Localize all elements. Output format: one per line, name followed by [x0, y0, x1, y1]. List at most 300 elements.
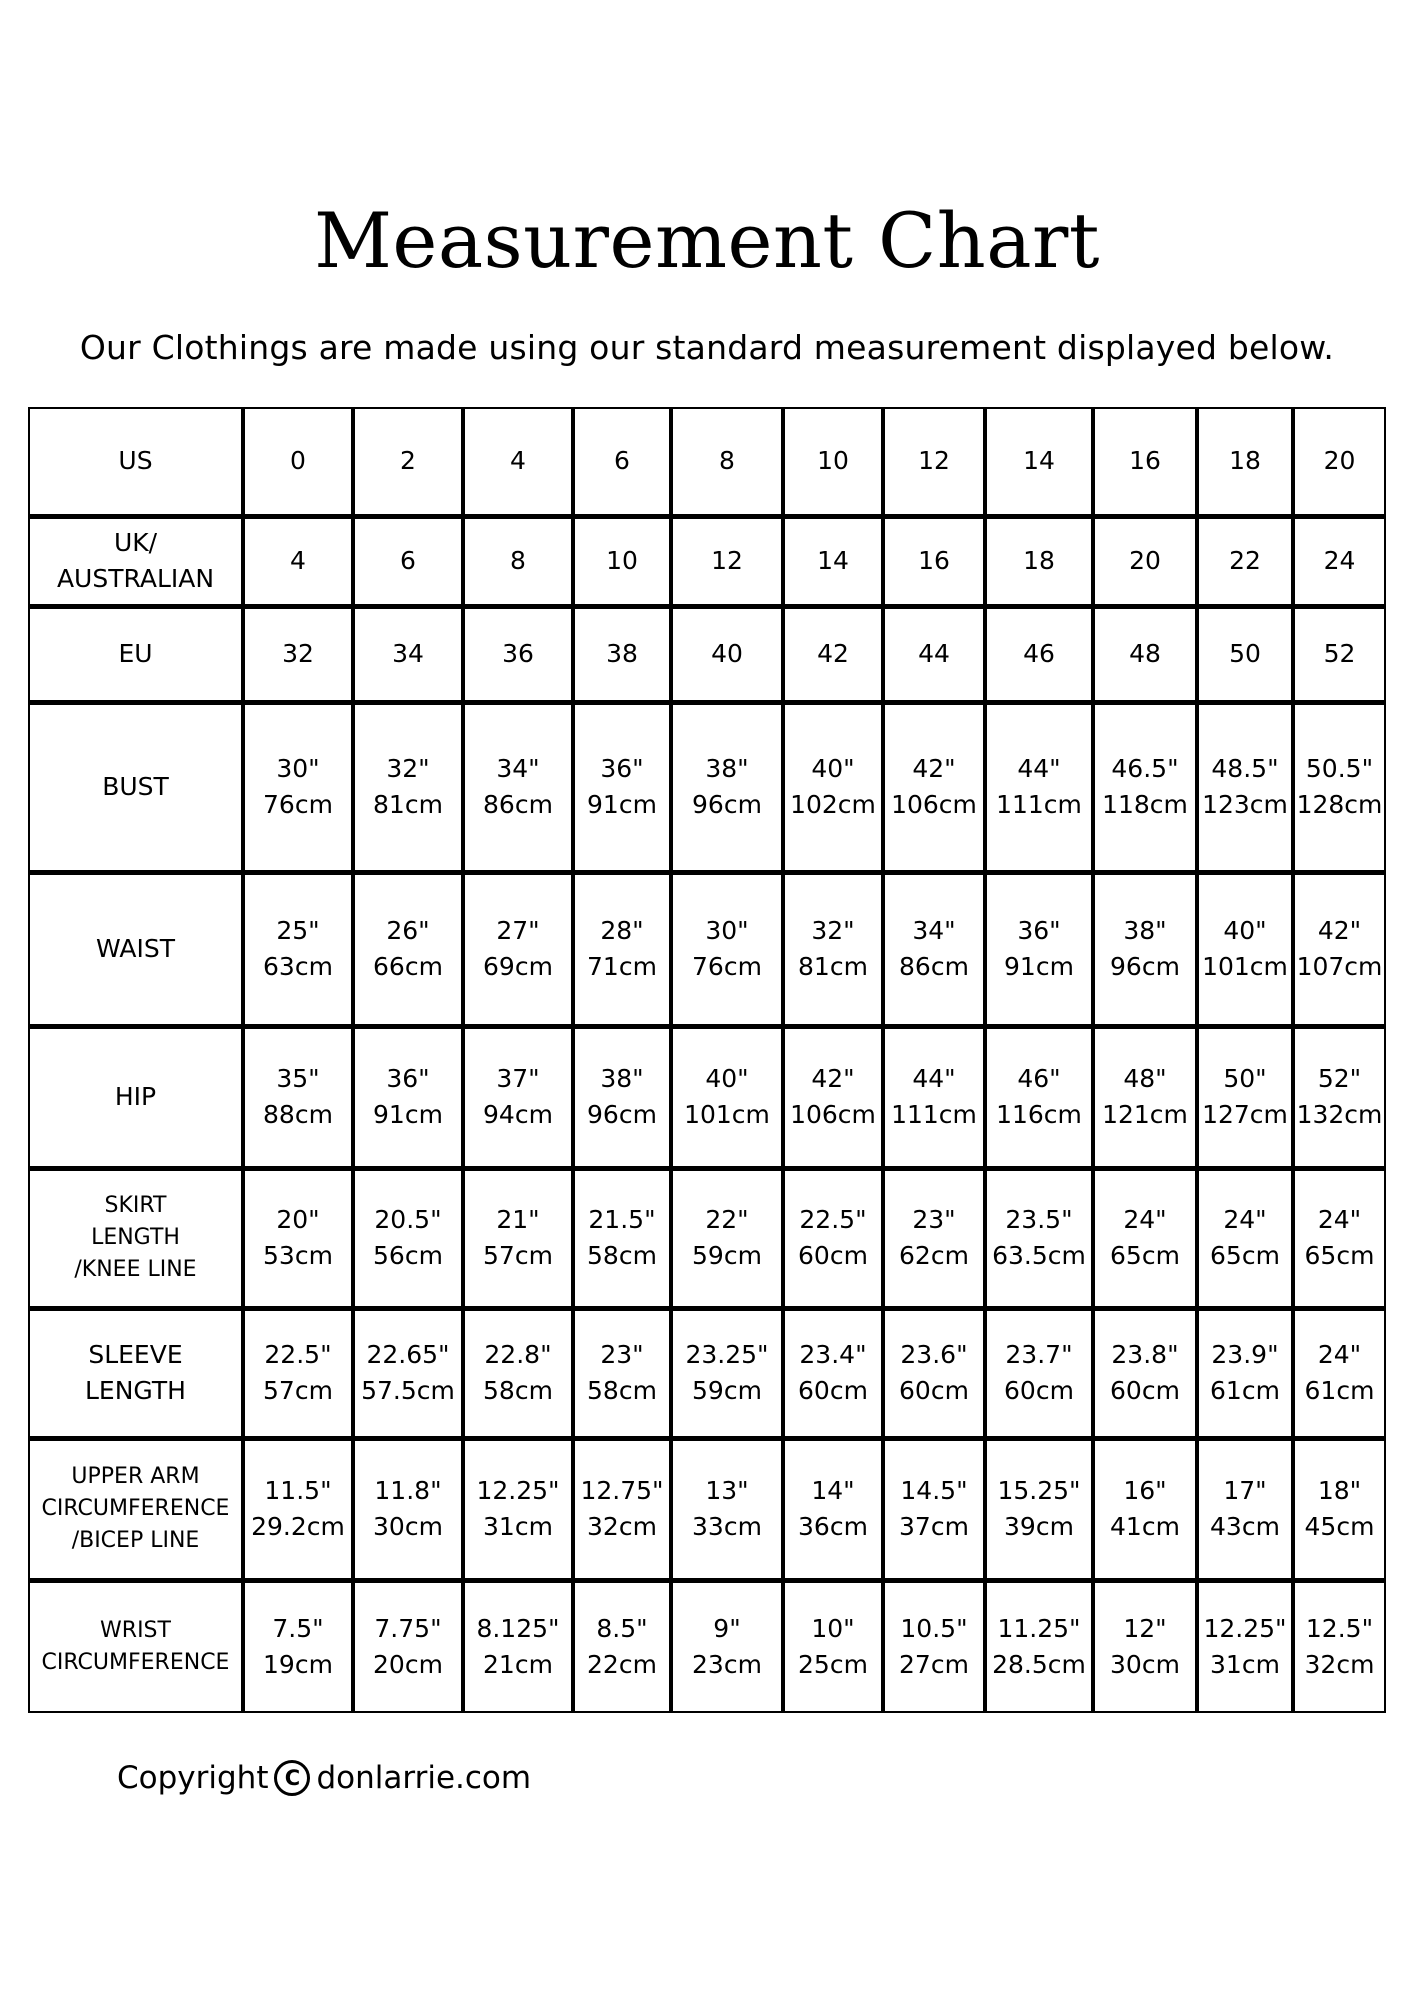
- cell-secondary-value: 116cm: [996, 1100, 1082, 1129]
- table-row-waist: [29, 872, 1385, 1026]
- table-cell: [985, 1308, 1093, 1438]
- cell-primary-value: 10: [817, 446, 849, 476]
- table-row-wrist: [29, 1580, 1385, 1712]
- cell-primary-value: 42": [811, 1064, 855, 1093]
- table-cell: [985, 606, 1093, 702]
- cell-primary-value: 38": [1123, 916, 1167, 945]
- table-cell: [353, 1026, 463, 1168]
- cell-primary-value: 9": [713, 1613, 741, 1643]
- cell-secondary-value: 69cm: [483, 952, 553, 981]
- cell-primary-value: 30": [276, 754, 320, 783]
- table-cell: [671, 606, 783, 702]
- cell-primary-value: 25": [276, 916, 320, 945]
- cell-secondary-value: 81cm: [373, 790, 443, 819]
- table-cell: [1093, 1438, 1197, 1580]
- table-cell: [463, 1026, 573, 1168]
- cell-secondary-value: 76cm: [692, 952, 762, 981]
- table-cell: [463, 702, 573, 872]
- cell-secondary-value: 94cm: [483, 1100, 553, 1129]
- cell-primary-value: 46.5": [1111, 754, 1179, 783]
- cell-secondary-value: 19cm: [263, 1649, 333, 1679]
- cell-primary-value: 12.75": [580, 1476, 664, 1505]
- cell-primary-value: 23.4": [799, 1340, 867, 1369]
- table-cell: [353, 1580, 463, 1712]
- cell-primary-value: 2: [400, 446, 416, 476]
- cell-secondary-value: 58cm: [483, 1376, 553, 1405]
- cell-primary-value: 23.9": [1211, 1340, 1279, 1369]
- table-cell: [463, 516, 573, 606]
- cell-primary-value: 12.25": [1203, 1613, 1287, 1643]
- cell-secondary-value: 106cm: [790, 1100, 876, 1129]
- table-row-sleeve-length: [29, 1308, 1385, 1438]
- cell-primary-value: 11.25": [997, 1613, 1081, 1643]
- cell-primary-value: 23": [912, 1205, 956, 1234]
- row-label-line: UPPER ARM: [71, 1464, 200, 1489]
- table-cell: [783, 1580, 883, 1712]
- cell-primary-value: 18: [1023, 546, 1055, 575]
- table-cell: [671, 1026, 783, 1168]
- table-cell: [573, 408, 671, 516]
- cell-primary-value: 16: [1129, 446, 1161, 476]
- row-label-line: EU: [118, 639, 153, 668]
- cell-primary-value: 32: [282, 639, 314, 668]
- cell-secondary-value: 60cm: [798, 1241, 868, 1270]
- cell-secondary-value: 45cm: [1304, 1512, 1375, 1541]
- cell-primary-value: 18: [1229, 446, 1261, 476]
- cell-secondary-value: 91cm: [1004, 952, 1074, 981]
- row-label-eu: [29, 606, 243, 702]
- cell-secondary-value: 41cm: [1110, 1512, 1180, 1541]
- cell-primary-value: 40": [705, 1064, 749, 1093]
- cell-primary-value: 28": [600, 916, 644, 945]
- cell-primary-value: 42": [1317, 916, 1362, 945]
- cell-primary-value: 24": [1223, 1205, 1267, 1234]
- cell-primary-value: 11.5": [264, 1476, 332, 1505]
- cell-secondary-value: 86cm: [483, 790, 553, 819]
- table-cell: [985, 1580, 1093, 1712]
- cell-primary-value: 50: [1229, 639, 1261, 668]
- cell-secondary-value: 96cm: [692, 790, 762, 819]
- row-label-line: US: [118, 446, 153, 476]
- table-cell: [671, 408, 783, 516]
- table-cell: [243, 1438, 353, 1580]
- cell-primary-value: 23": [600, 1340, 644, 1369]
- table-cell: [1197, 408, 1293, 516]
- cell-primary-value: 52": [1317, 1064, 1362, 1093]
- table-row-us: [29, 408, 1385, 516]
- table-cell: [985, 702, 1093, 872]
- table-cell: [353, 1308, 463, 1438]
- cell-secondary-value: 58cm: [587, 1241, 657, 1270]
- cell-primary-value: 42: [817, 639, 849, 668]
- table-cell: [1293, 1168, 1385, 1308]
- row-label-line: /BICEP LINE: [71, 1528, 200, 1553]
- cell-secondary-value: 32cm: [1304, 1649, 1375, 1679]
- table-cell: [985, 408, 1093, 516]
- row-label-line: LENGTH: [85, 1376, 186, 1405]
- row-label-uk-australian: [29, 516, 243, 606]
- table-cell: [573, 1438, 671, 1580]
- cell-secondary-value: 57cm: [483, 1241, 553, 1270]
- cell-primary-value: 52: [1323, 639, 1356, 668]
- cell-primary-value: 24": [1317, 1205, 1362, 1234]
- cell-primary-value: 23.7": [1005, 1340, 1073, 1369]
- table-cell: [463, 872, 573, 1026]
- table-cell: [1293, 606, 1385, 702]
- row-label-line: SKIRT: [104, 1193, 167, 1218]
- row-label-line: WRIST: [100, 1617, 171, 1643]
- cell-secondary-value: 65cm: [1110, 1241, 1180, 1270]
- row-label-wrist: [29, 1580, 243, 1712]
- table-cell: [243, 408, 353, 516]
- cell-primary-value: 12": [1123, 1613, 1167, 1643]
- table-cell: [243, 1308, 353, 1438]
- row-label-line: LENGTH: [91, 1225, 180, 1250]
- cell-primary-value: 10": [811, 1613, 855, 1643]
- table-cell: [1293, 1438, 1385, 1580]
- cell-primary-value: 16: [918, 546, 950, 575]
- cell-secondary-value: 28.5cm: [992, 1649, 1086, 1679]
- table-cell: [243, 702, 353, 872]
- table-cell: [783, 606, 883, 702]
- table-cell: [1197, 516, 1293, 606]
- row-label-line: CIRCUMFERENCE: [41, 1496, 230, 1521]
- cell-primary-value: 48.5": [1211, 754, 1279, 783]
- cell-secondary-value: 91cm: [373, 1100, 443, 1129]
- cell-primary-value: 20: [1129, 546, 1161, 575]
- cell-primary-value: 6: [400, 546, 416, 575]
- cell-secondary-value: 29.2cm: [251, 1512, 345, 1541]
- cell-secondary-value: 128cm: [1296, 790, 1383, 819]
- cell-primary-value: 17": [1223, 1476, 1267, 1505]
- page-title: Measurement Chart: [314, 196, 1100, 285]
- cell-primary-value: 26": [386, 916, 430, 945]
- cell-secondary-value: 21cm: [483, 1649, 553, 1679]
- cell-primary-value: 10: [606, 546, 638, 575]
- table-cell: [1197, 1580, 1293, 1712]
- cell-primary-value: 22.65": [366, 1340, 450, 1369]
- table-cell: [1093, 702, 1197, 872]
- cell-secondary-value: 111cm: [996, 790, 1082, 819]
- cell-primary-value: 36": [600, 754, 644, 783]
- cell-secondary-value: 58cm: [587, 1376, 657, 1405]
- row-label-line: SLEEVE: [88, 1340, 183, 1369]
- table-cell: [573, 516, 671, 606]
- cell-primary-value: 38": [600, 1064, 644, 1093]
- cell-primary-value: 20: [1323, 446, 1356, 476]
- table-cell: [1093, 516, 1197, 606]
- row-label-line: /KNEE LINE: [74, 1257, 197, 1282]
- copyright-site: donlarrie.com: [316, 1760, 532, 1796]
- cell-primary-value: 23.6": [900, 1340, 968, 1369]
- cell-secondary-value: 66cm: [373, 952, 443, 981]
- cell-primary-value: 21": [496, 1205, 540, 1234]
- row-label-line: CIRCUMFERENCE: [41, 1649, 230, 1675]
- table-cell: [243, 872, 353, 1026]
- cell-secondary-value: 36cm: [798, 1512, 868, 1541]
- table-cell: [671, 702, 783, 872]
- cell-secondary-value: 101cm: [1202, 952, 1288, 981]
- table-cell: [573, 1168, 671, 1308]
- row-label-upper-arm: [29, 1438, 243, 1580]
- cell-primary-value: 22.5": [264, 1340, 332, 1369]
- page-subtitle: Our Clothings are made using our standard measurement displayed below.: [79, 328, 1335, 367]
- table-cell: [353, 1168, 463, 1308]
- cell-primary-value: 50.5": [1305, 754, 1374, 783]
- cell-secondary-value: 53cm: [263, 1241, 333, 1270]
- table-cell: [1093, 1168, 1197, 1308]
- cell-secondary-value: 91cm: [587, 790, 657, 819]
- table-cell: [1197, 702, 1293, 872]
- table-cell: [985, 872, 1093, 1026]
- cell-secondary-value: 32cm: [587, 1512, 657, 1541]
- table-cell: [883, 1580, 985, 1712]
- cell-secondary-value: 86cm: [899, 952, 969, 981]
- table-cell: [463, 606, 573, 702]
- table-cell: [671, 516, 783, 606]
- cell-primary-value: 18": [1317, 1476, 1362, 1505]
- table-row-eu: [29, 606, 1385, 702]
- cell-secondary-value: 63.5cm: [992, 1241, 1086, 1270]
- cell-primary-value: 4: [510, 446, 526, 476]
- table-cell: [883, 606, 985, 702]
- cell-secondary-value: 118cm: [1102, 790, 1188, 819]
- table-cell: [353, 606, 463, 702]
- table-cell: [463, 1308, 573, 1438]
- cell-secondary-value: 33cm: [692, 1512, 762, 1541]
- table-cell: [783, 1308, 883, 1438]
- cell-secondary-value: 30cm: [373, 1512, 443, 1541]
- table-row-hip: [29, 1026, 1385, 1168]
- cell-primary-value: 0: [290, 446, 306, 476]
- table-cell: [671, 1580, 783, 1712]
- cell-primary-value: 14: [817, 546, 849, 575]
- table-cell: [883, 702, 985, 872]
- cell-secondary-value: 25cm: [798, 1649, 868, 1679]
- table-cell: [671, 1308, 783, 1438]
- cell-primary-value: 40: [711, 639, 743, 668]
- cell-primary-value: 38": [705, 754, 749, 783]
- table-cell: [1197, 1026, 1293, 1168]
- cell-secondary-value: 107cm: [1296, 952, 1383, 981]
- cell-primary-value: 42": [912, 754, 956, 783]
- cell-secondary-value: 23cm: [692, 1649, 762, 1679]
- table-cell: [1093, 1026, 1197, 1168]
- cell-secondary-value: 43cm: [1210, 1512, 1280, 1541]
- cell-primary-value: 24": [1123, 1205, 1167, 1234]
- cell-secondary-value: 63cm: [263, 952, 333, 981]
- copyright-icon: C: [274, 1760, 310, 1796]
- table-cell: [985, 1438, 1093, 1580]
- cell-primary-value: 21.5": [588, 1205, 656, 1234]
- cell-primary-value: 22.5": [799, 1205, 867, 1234]
- table-cell: [463, 408, 573, 516]
- cell-primary-value: 27": [496, 916, 540, 945]
- cell-secondary-value: 57cm: [263, 1376, 333, 1405]
- cell-primary-value: 36": [386, 1064, 430, 1093]
- table-cell: [1293, 1308, 1385, 1438]
- table-cell: [985, 1026, 1093, 1168]
- cell-primary-value: 46": [1017, 1064, 1061, 1093]
- table-cell: [353, 1438, 463, 1580]
- cell-primary-value: 36": [1017, 916, 1061, 945]
- cell-primary-value: 38: [606, 639, 638, 668]
- table-cell: [243, 516, 353, 606]
- cell-primary-value: 44": [1017, 754, 1061, 783]
- table-cell: [883, 872, 985, 1026]
- cell-secondary-value: 60cm: [899, 1376, 969, 1405]
- table-cell: [1093, 872, 1197, 1026]
- table-cell: [1093, 1308, 1197, 1438]
- cell-secondary-value: 27cm: [899, 1649, 969, 1679]
- table-cell: [883, 408, 985, 516]
- row-label-line: HIP: [114, 1082, 157, 1111]
- cell-primary-value: 14.5": [900, 1476, 968, 1505]
- table-cell: [1197, 1308, 1293, 1438]
- cell-primary-value: 40": [1223, 916, 1267, 945]
- cell-primary-value: 23.25": [685, 1340, 769, 1369]
- cell-primary-value: 35": [276, 1064, 320, 1093]
- cell-secondary-value: 96cm: [587, 1100, 657, 1129]
- cell-secondary-value: 111cm: [891, 1100, 977, 1129]
- table-cell: [1093, 1580, 1197, 1712]
- cell-primary-value: 23.8": [1111, 1340, 1179, 1369]
- cell-primary-value: 22": [705, 1205, 749, 1234]
- table-cell: [985, 516, 1093, 606]
- cell-primary-value: 30": [705, 916, 749, 945]
- cell-secondary-value: 22cm: [587, 1649, 657, 1679]
- table-cell: [463, 1438, 573, 1580]
- cell-secondary-value: 59cm: [692, 1241, 762, 1270]
- cell-secondary-value: 81cm: [798, 952, 868, 981]
- cell-secondary-value: 59cm: [692, 1376, 762, 1405]
- table-cell: [353, 702, 463, 872]
- table-cell: [243, 1580, 353, 1712]
- table-cell: [243, 606, 353, 702]
- table-cell: [783, 1438, 883, 1580]
- cell-secondary-value: 101cm: [684, 1100, 770, 1129]
- cell-secondary-value: 76cm: [263, 790, 333, 819]
- cell-primary-value: 14: [1023, 446, 1055, 476]
- cell-primary-value: 12: [711, 546, 743, 575]
- table-cell: [573, 1026, 671, 1168]
- cell-primary-value: 10.5": [900, 1613, 968, 1643]
- table-cell: [671, 1438, 783, 1580]
- cell-secondary-value: 30cm: [1110, 1649, 1180, 1679]
- table-cell: [671, 872, 783, 1026]
- cell-primary-value: 8.5": [596, 1613, 648, 1643]
- cell-secondary-value: 60cm: [798, 1376, 868, 1405]
- table-cell: [1093, 606, 1197, 702]
- table-row-upper-arm: [29, 1438, 1385, 1580]
- table-cell: [573, 1580, 671, 1712]
- cell-primary-value: 23.5": [1005, 1205, 1073, 1234]
- table-cell: [883, 1026, 985, 1168]
- cell-primary-value: 34": [496, 754, 540, 783]
- cell-secondary-value: 31cm: [1210, 1649, 1280, 1679]
- cell-primary-value: 7.5": [272, 1613, 324, 1643]
- table-cell: [1293, 516, 1385, 606]
- row-label-waist: [29, 872, 243, 1026]
- copyright-label: Copyright: [117, 1760, 269, 1796]
- cell-primary-value: 15.25": [997, 1476, 1081, 1505]
- cell-secondary-value: 88cm: [263, 1100, 333, 1129]
- table-cell: [1293, 702, 1385, 872]
- row-label-line: WAIST: [96, 934, 175, 963]
- cell-primary-value: 16": [1123, 1476, 1167, 1505]
- cell-secondary-value: 132cm: [1296, 1100, 1383, 1129]
- table-cell: [783, 702, 883, 872]
- row-label-line: BUST: [102, 772, 169, 801]
- cell-secondary-value: 62cm: [899, 1241, 969, 1270]
- cell-primary-value: 44: [918, 639, 950, 668]
- table-cell: [1093, 408, 1197, 516]
- cell-primary-value: 34": [912, 916, 956, 945]
- cell-primary-value: 8: [510, 546, 526, 575]
- table-cell: [463, 1168, 573, 1308]
- table-cell: [573, 872, 671, 1026]
- cell-primary-value: 40": [811, 754, 855, 783]
- cell-primary-value: 48: [1129, 639, 1161, 668]
- table-cell: [985, 1168, 1093, 1308]
- table-cell: [1293, 1580, 1385, 1712]
- cell-primary-value: 32": [811, 916, 855, 945]
- cell-secondary-value: 20cm: [373, 1649, 443, 1679]
- table-cell: [573, 606, 671, 702]
- cell-primary-value: 34: [392, 639, 424, 668]
- cell-primary-value: 6: [614, 446, 630, 476]
- table-cell: [243, 1026, 353, 1168]
- cell-primary-value: 50": [1223, 1064, 1267, 1093]
- table-cell: [353, 408, 463, 516]
- cell-primary-value: 22: [1229, 546, 1261, 575]
- cell-primary-value: 8: [719, 446, 735, 476]
- cell-primary-value: 14": [811, 1476, 855, 1505]
- cell-primary-value: 32": [386, 754, 430, 783]
- table-cell: [353, 872, 463, 1026]
- cell-secondary-value: 71cm: [587, 952, 657, 981]
- cell-primary-value: 8.125": [476, 1613, 560, 1643]
- cell-secondary-value: 31cm: [483, 1512, 553, 1541]
- row-label-hip: [29, 1026, 243, 1168]
- table-cell: [353, 516, 463, 606]
- cell-primary-value: 20": [276, 1205, 320, 1234]
- cell-secondary-value: 56cm: [373, 1241, 443, 1270]
- row-label-us: [29, 408, 243, 516]
- table-cell: [883, 1308, 985, 1438]
- row-label-line: AUSTRALIAN: [56, 564, 215, 593]
- table-row-skirt-length: [29, 1168, 1385, 1308]
- cell-secondary-value: 96cm: [1110, 952, 1180, 981]
- cell-secondary-value: 121cm: [1102, 1100, 1188, 1129]
- row-label-bust: [29, 702, 243, 872]
- table-cell: [1197, 1438, 1293, 1580]
- cell-secondary-value: 106cm: [891, 790, 977, 819]
- cell-secondary-value: 60cm: [1110, 1376, 1180, 1405]
- cell-secondary-value: 60cm: [1004, 1376, 1074, 1405]
- cell-secondary-value: 61cm: [1304, 1376, 1375, 1405]
- cell-primary-value: 20.5": [374, 1205, 442, 1234]
- measurement-table: [28, 407, 1386, 1713]
- table-row-uk-australian: [29, 516, 1385, 606]
- cell-primary-value: 37": [496, 1064, 540, 1093]
- cell-primary-value: 12.5": [1305, 1613, 1374, 1643]
- cell-secondary-value: 127cm: [1202, 1100, 1288, 1129]
- cell-primary-value: 44": [912, 1064, 956, 1093]
- cell-secondary-value: 61cm: [1210, 1376, 1280, 1405]
- table-cell: [573, 702, 671, 872]
- measurement-table-body: [29, 408, 1385, 1712]
